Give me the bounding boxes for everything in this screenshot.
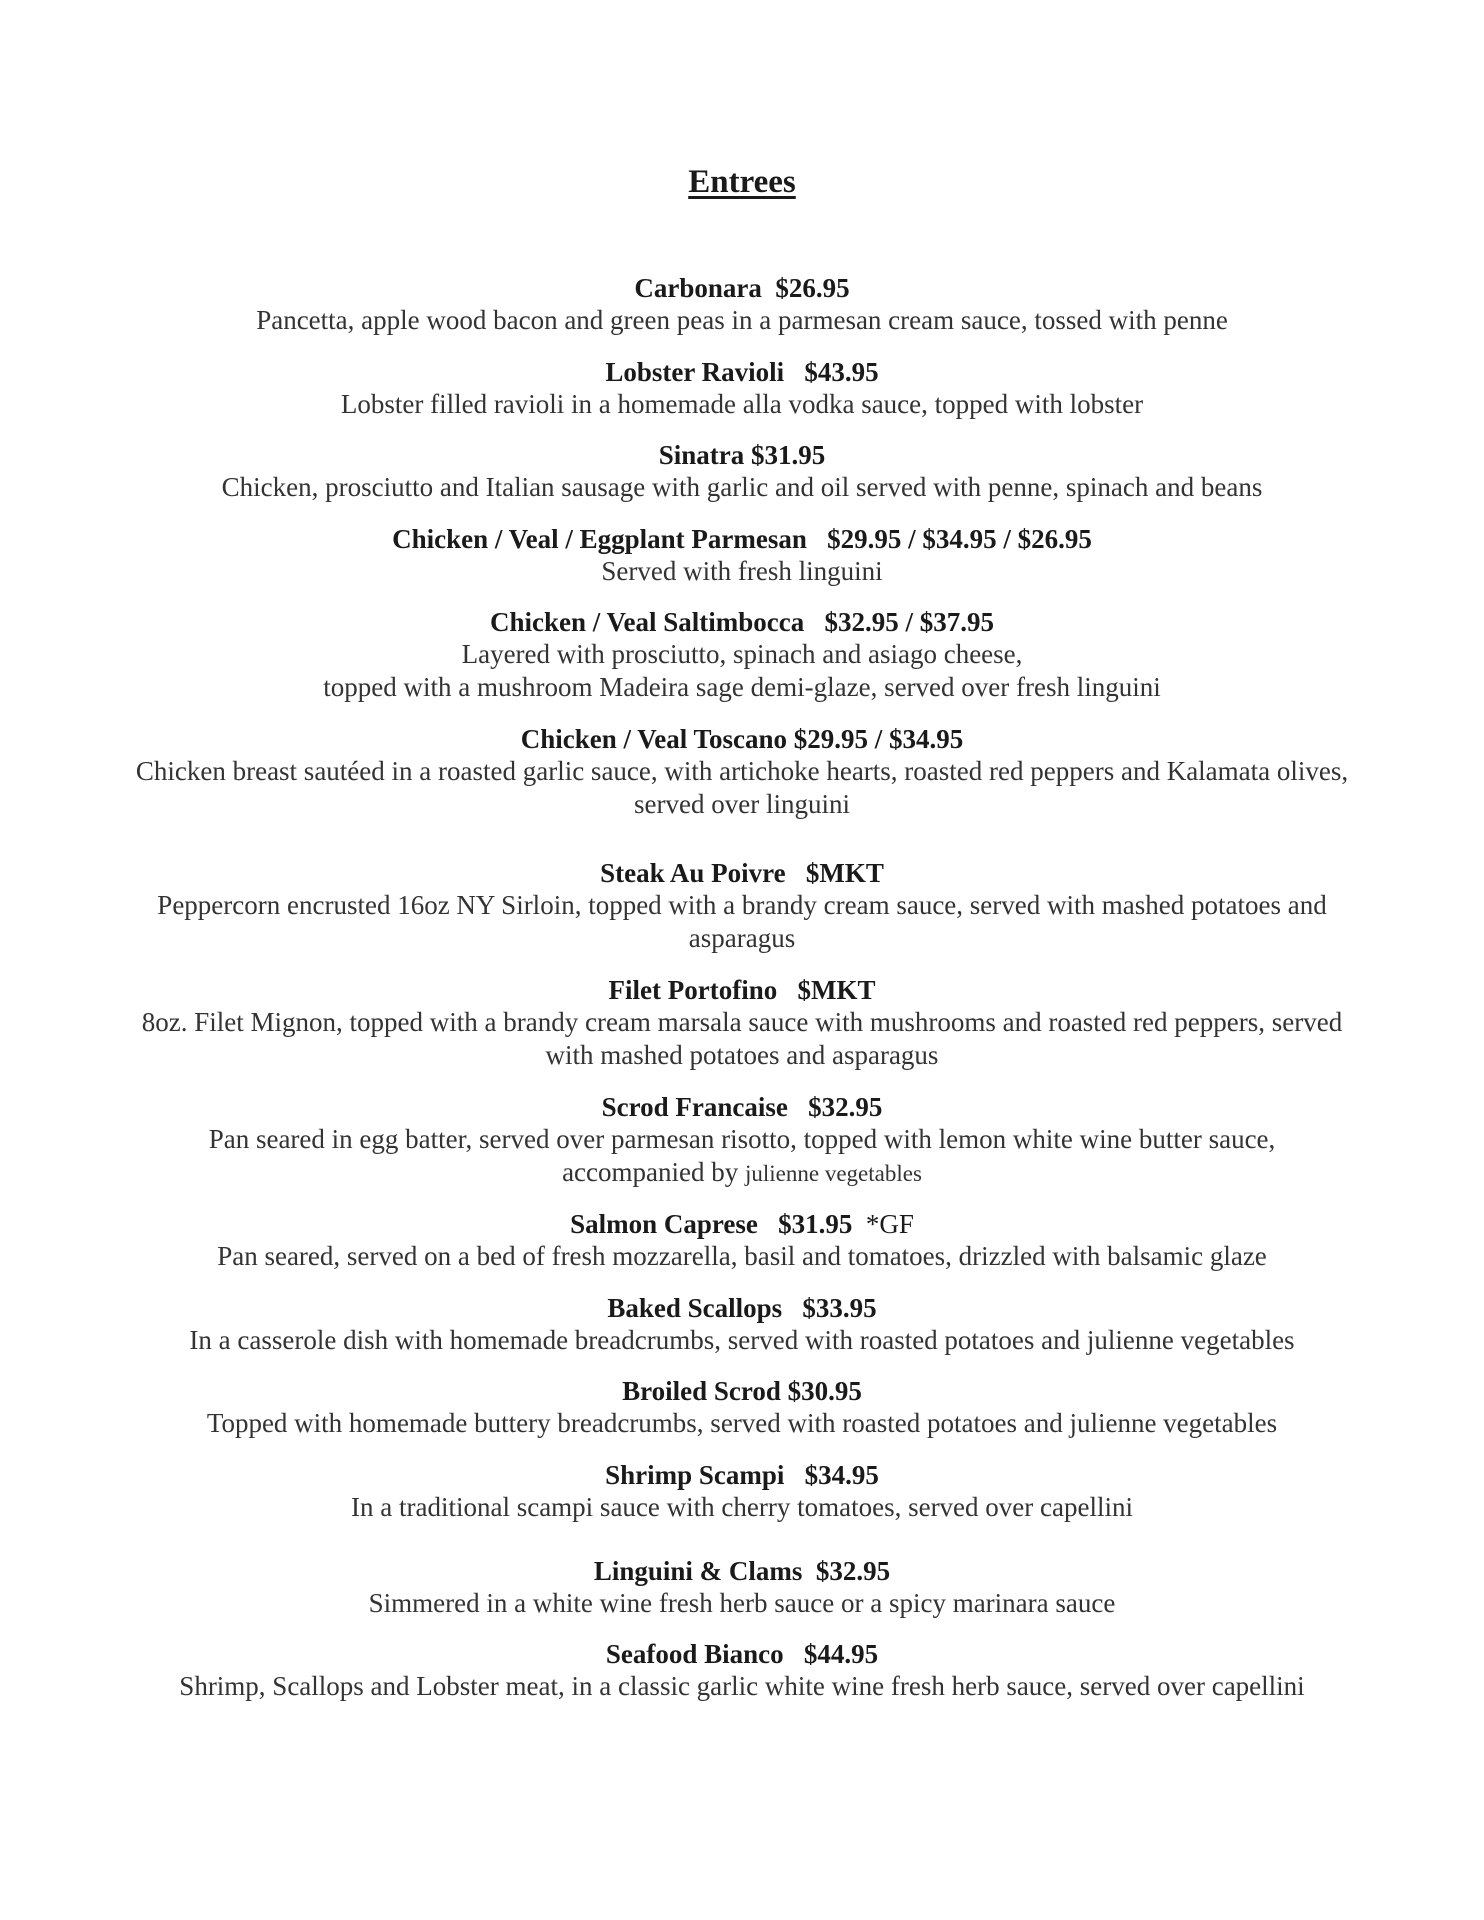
menu-item-seafood-bianco [60,1638,1424,1703]
menu-item-name: Broiled Scrod $30.95 [622,1376,862,1406]
menu-item-description-line-1: Chicken breast sautéed in a roasted garlic sauce, with artichoke hearts, roasted red peppers and Kalamata olives, [135,756,1349,786]
menu-item-description: Pancetta, apple wood bacon and green peas in a parmesan cream sauce, tossed with penne [256,305,1228,335]
menu-item-name: Carbonara $26.95 [634,273,850,303]
menu-item-name: Chicken / Veal Toscano $29.95 / $34.95 [520,724,964,754]
menu-item-description-line-1: 8oz. Filet Mignon, topped with a brandy cream marsala sauce with mushrooms and roasted red peppers, served [141,1007,1343,1037]
menu-item-name: Filet Portofino $MKT [608,975,876,1005]
menu-item-saltimbocca [60,606,1424,704]
menu-item-name-line [60,1208,1424,1240]
menu-item-description-line-1: Peppercorn encrusted 16oz NY Sirloin, topped with a brandy cream sauce, served with mashed potatoes and [157,890,1327,920]
menu-item-description-line-1: Pan seared in egg batter, served over parmesan risotto, topped with lemon white wine butter sauce, [208,1124,1276,1154]
menu-item-description: Served with fresh linguini [601,556,883,586]
menu-item-toscano [60,723,1424,821]
menu-item-shrimp-scampi [60,1459,1424,1524]
menu-item-description: Lobster filled ravioli in a homemade alla vodka sauce, topped with lobster [340,389,1144,419]
menu-item-name: Chicken / Veal Saltimbocca $32.95 / $37.95 [489,607,995,637]
menu-item-name: Linguini & Clams $32.95 [593,1556,891,1586]
menu-item-scrod-francaise [60,1091,1424,1190]
menu-item-salmon-caprese [60,1208,1424,1273]
menu-item-description-line-2: served over linguini [634,789,850,819]
menu-item-description-line-1: Layered with prosciutto, spinach and asiago cheese, [461,639,1023,669]
menu-item-name: Sinatra $31.95 [658,440,826,470]
menu-item-name: Chicken / Veal / Eggplant Parmesan $29.95 / $34.95 / $26.95 [392,524,1092,554]
menu-item-description: In a traditional scampi sauce with cherry tomatoes, served over capellini [351,1492,1133,1522]
menu-item-sinatra [60,439,1424,504]
menu-item-carbonara [60,272,1424,337]
gluten-free-tag: *GF [852,1209,914,1239]
description-small-text: julienne vegetables [745,1161,922,1186]
menu-item-filet-portofino [60,974,1424,1072]
menu-item-name: Scrod Francaise $32.95 [601,1092,883,1122]
menu-item-description: Simmered in a white wine fresh herb sauce or a spicy marinara sauce [368,1588,1116,1618]
menu-item-parmesan [60,523,1424,588]
page-title: Entrees [688,164,796,200]
menu-item-steak-au-poivre [60,857,1424,955]
menu-item-description-line-2: with mashed potatoes and asparagus [545,1040,939,1070]
menu-item-description: Shrimp, Scallops and Lobster meat, in a classic garlic white wine fresh herb sauce, served over capellini [179,1671,1305,1701]
menu-item-description: Pan seared, served on a bed of fresh mozzarella, basil and tomatoes, drizzled with balsamic glaze [217,1241,1267,1271]
menu-item-name: Lobster Ravioli $43.95 [605,357,879,387]
menu-item-baked-scallops [60,1292,1424,1357]
menu-item-name: Salmon Caprese $31.95 [570,1209,853,1239]
menu-item-linguini-clams [60,1555,1424,1620]
menu-item-name: Seafood Bianco $44.95 [605,1639,879,1669]
menu-item-name: Baked Scallops $33.95 [607,1293,877,1323]
menu-item-name: Steak Au Poivre $MKT [600,858,884,888]
menu-item-name: Shrimp Scampi $34.95 [605,1460,879,1490]
menu-item-description-line-2: asparagus [688,923,796,953]
menu-item-lobster-ravioli [60,356,1424,421]
description-prefix: accompanied by [562,1157,746,1187]
menu-item-description: Chicken, prosciutto and Italian sausage with garlic and oil served with penne, spinach and beans [221,472,1263,502]
menu-item-description: Topped with homemade buttery breadcrumbs, served with roasted potatoes and julienne vegetables [206,1408,1278,1438]
menu-item-description-line-2: topped with a mushroom Madeira sage demi-glaze, served over fresh linguini [323,672,1161,702]
menu-item-broiled-scrod [60,1375,1424,1440]
menu-item-description-line-2 [60,1156,1424,1190]
menu-item-description: In a casserole dish with homemade breadcrumbs, served with roasted potatoes and julienne vegetables [189,1325,1295,1355]
